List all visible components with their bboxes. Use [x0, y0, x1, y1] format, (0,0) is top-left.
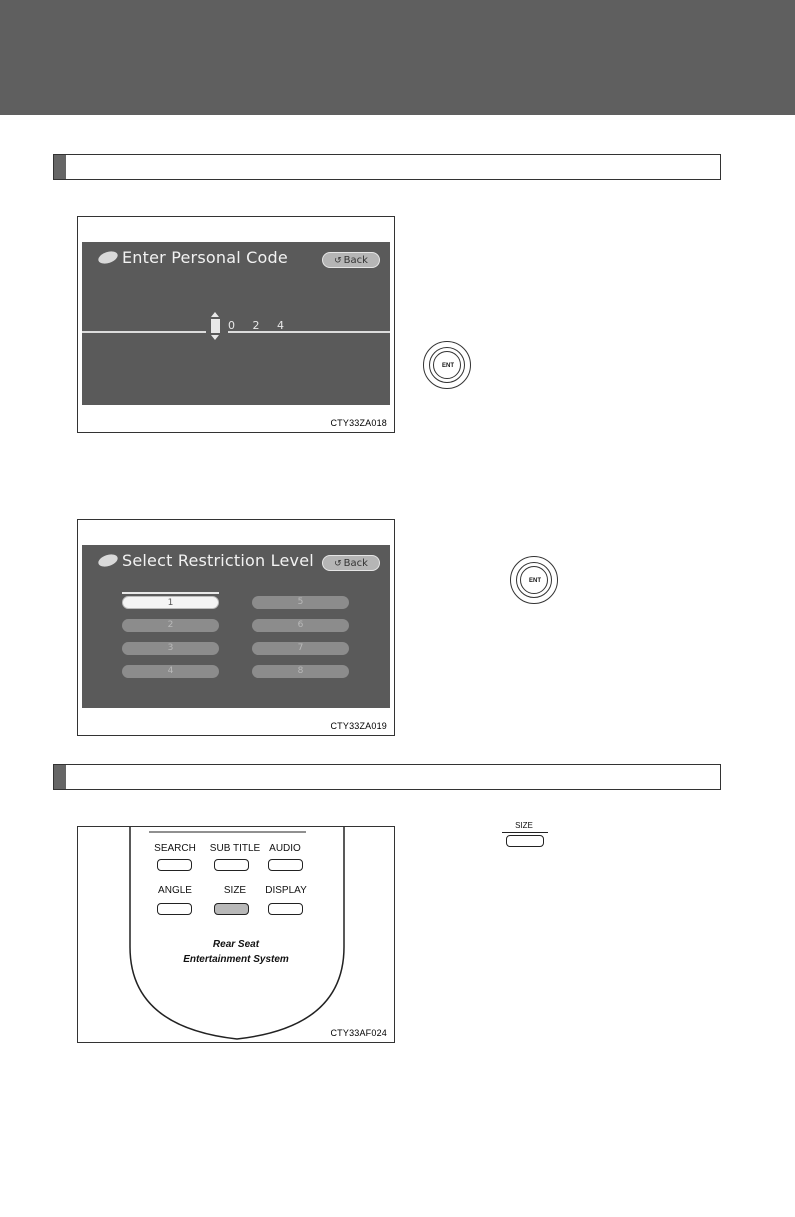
entered-code-digits: 0 2 4 — [228, 319, 291, 332]
figure-select-restriction-level — [77, 519, 395, 736]
size-button-icon[interactable] — [506, 835, 544, 847]
section-tab — [54, 155, 66, 179]
section-header-1 — [53, 154, 721, 180]
return-arrow-icon: ↺ — [334, 256, 342, 266]
back-button-label: Back — [343, 558, 368, 569]
screen-select-restriction-level — [82, 545, 390, 708]
audio-button[interactable] — [268, 859, 303, 871]
ent-button-label: ENT — [529, 578, 541, 584]
back-button[interactable] — [322, 252, 380, 268]
remote-label-display: DISPLAY — [265, 885, 307, 896]
size-button-icon-label: SIZE — [515, 821, 533, 830]
subtitle-button[interactable] — [214, 859, 249, 871]
back-button[interactable] — [322, 555, 380, 571]
ent-button[interactable] — [510, 556, 558, 604]
remote-label-subtitle: SUB TITLE — [209, 843, 261, 854]
digit-cursor[interactable] — [211, 319, 220, 333]
ent-button-label: ENT — [442, 363, 454, 369]
level-button-6[interactable]: 6 — [252, 619, 349, 632]
remote-brand-line2: Entertainment System — [183, 954, 289, 965]
level-button-2[interactable]: 2 — [122, 619, 219, 632]
level-button-1[interactable]: 1 — [122, 596, 219, 609]
level-button-5[interactable]: 5 — [252, 596, 349, 609]
remote-label-angle: ANGLE — [158, 885, 192, 896]
figure-remote-control — [77, 826, 395, 1043]
screen-title: Select Restriction Level — [122, 551, 314, 570]
page-header-band — [0, 0, 795, 115]
level-button-3[interactable]: 3 — [122, 642, 219, 655]
size-button-icon-rule — [502, 832, 548, 833]
remote-label-size: SIZE — [223, 885, 247, 896]
digit-up-arrow-icon[interactable] — [211, 312, 219, 317]
disc-icon — [97, 249, 119, 266]
selected-level-underline — [122, 592, 219, 594]
figure-enter-personal-code — [77, 216, 395, 433]
digit-down-arrow-icon[interactable] — [211, 335, 219, 340]
level-button-8[interactable]: 8 — [252, 665, 349, 678]
remote-brand-line1: Rear Seat — [212, 939, 260, 950]
remote-label-search: SEARCH — [154, 843, 196, 854]
level-button-7[interactable]: 7 — [252, 642, 349, 655]
code-entry-line-left — [82, 331, 206, 333]
figure-caption: CTY33ZA019 — [330, 721, 387, 731]
size-button-highlighted[interactable] — [214, 903, 249, 915]
figure-caption: CTY33ZA018 — [330, 418, 387, 428]
remote-label-audio: AUDIO — [269, 843, 301, 854]
screen-title: Enter Personal Code — [122, 248, 288, 267]
ent-button[interactable] — [423, 341, 471, 389]
disc-icon — [97, 552, 119, 569]
display-button[interactable] — [268, 903, 303, 915]
screen-enter-personal-code — [82, 242, 390, 405]
search-button[interactable] — [157, 859, 192, 871]
return-arrow-icon: ↺ — [334, 559, 342, 569]
level-button-4[interactable]: 4 — [122, 665, 219, 678]
angle-button[interactable] — [157, 903, 192, 915]
figure-caption: CTY33AF024 — [330, 1028, 387, 1038]
section-header-2 — [53, 764, 721, 790]
back-button-label: Back — [343, 255, 368, 266]
section-tab — [54, 765, 66, 789]
